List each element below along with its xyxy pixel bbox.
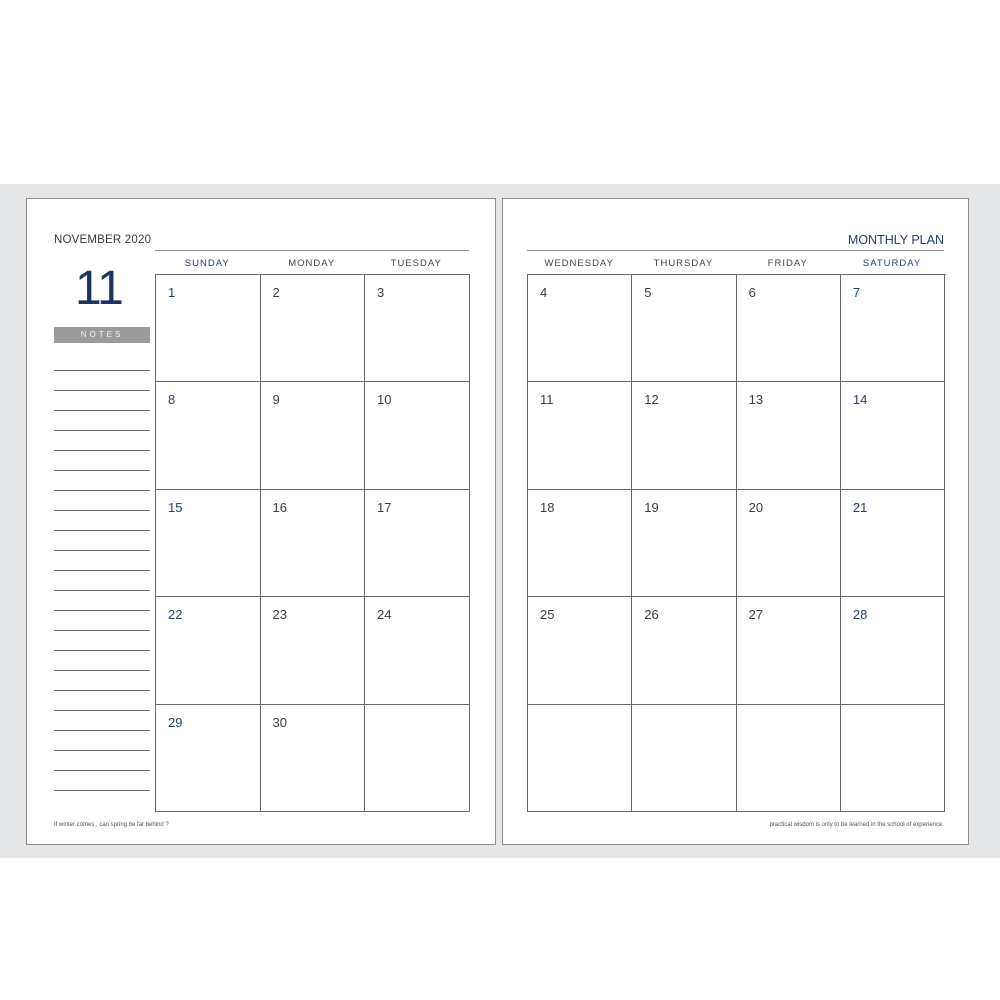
- weekday-label: MONDAY: [288, 258, 336, 269]
- day-cell[interactable]: [632, 490, 736, 597]
- right-planner-page: [502, 198, 969, 845]
- calendar-grid: [155, 274, 470, 812]
- day-cell[interactable]: [841, 597, 945, 704]
- day-cell[interactable]: [261, 490, 366, 597]
- day-cell[interactable]: [156, 597, 261, 704]
- note-line: [54, 470, 150, 471]
- note-line: [54, 670, 150, 671]
- day-number: 9: [272, 392, 280, 408]
- day-number: 22: [168, 607, 183, 623]
- note-line: [54, 550, 150, 551]
- day-cell[interactable]: [528, 705, 632, 812]
- note-line: [54, 730, 150, 731]
- weekday-label: FRIDAY: [767, 258, 808, 269]
- note-line: [54, 510, 150, 511]
- weekday-label: SUNDAY: [184, 258, 230, 269]
- day-cell[interactable]: [365, 275, 470, 382]
- note-line: [54, 370, 150, 371]
- day-number: 21: [852, 499, 868, 515]
- day-number: 23: [272, 607, 287, 623]
- day-number: 2: [272, 285, 280, 300]
- note-line: [54, 430, 150, 431]
- calendar-grid: [527, 274, 946, 812]
- note-line: [54, 410, 150, 411]
- day-cell[interactable]: [528, 275, 632, 382]
- day-number: 18: [540, 499, 555, 515]
- note-line: [54, 610, 150, 611]
- note-line: [54, 750, 150, 751]
- day-number: 27: [748, 607, 764, 623]
- day-cell[interactable]: [528, 597, 632, 704]
- day-number: 10: [377, 392, 392, 408]
- day-cell[interactable]: [365, 597, 470, 704]
- weekday-label: TUESDAY: [390, 258, 442, 269]
- footer-quote: practical wisdom is only to be learned in the school of experience.: [769, 822, 944, 828]
- day-cell[interactable]: [632, 275, 736, 382]
- day-number: 30: [272, 714, 287, 730]
- day-cell[interactable]: [156, 275, 261, 382]
- day-cell[interactable]: [841, 275, 945, 382]
- day-number: 24: [377, 607, 392, 623]
- month-number: 11: [75, 262, 123, 315]
- note-line: [54, 530, 150, 531]
- notes-label: NOTES: [54, 327, 150, 343]
- note-line: [54, 390, 150, 391]
- day-cell[interactable]: [841, 705, 945, 812]
- day-number: 4: [540, 285, 548, 300]
- day-number: 8: [168, 392, 176, 408]
- day-number: 17: [377, 499, 392, 515]
- day-cell[interactable]: [261, 705, 366, 812]
- day-cell[interactable]: [737, 275, 841, 382]
- note-line: [54, 770, 150, 771]
- weekday-label: THURSDAY: [653, 258, 714, 269]
- day-cell[interactable]: [528, 490, 632, 597]
- day-cell[interactable]: [632, 597, 736, 704]
- note-line: [54, 450, 150, 451]
- day-cell[interactable]: [365, 382, 470, 489]
- weekday-label: WEDNESDAY: [544, 258, 614, 269]
- day-cell[interactable]: [737, 382, 841, 489]
- day-cell[interactable]: [632, 382, 736, 489]
- header-rule: [155, 250, 469, 251]
- footer-quote: If winter comes , can spring be far behind ?: [54, 822, 169, 828]
- day-cell[interactable]: [156, 705, 261, 812]
- day-cell[interactable]: [737, 705, 841, 812]
- day-number: 15: [168, 499, 183, 515]
- day-number: 26: [644, 607, 659, 623]
- left-planner-page: [26, 198, 496, 845]
- day-number: 13: [748, 392, 764, 408]
- day-number: 25: [540, 607, 555, 623]
- note-line: [54, 790, 150, 791]
- day-number: 28: [852, 607, 868, 623]
- day-cell[interactable]: [261, 382, 366, 489]
- day-cell[interactable]: [632, 705, 736, 812]
- day-cell[interactable]: [841, 490, 945, 597]
- note-line: [54, 650, 150, 651]
- day-number: 5: [644, 285, 652, 300]
- day-number: 12: [644, 392, 659, 408]
- day-number: 14: [852, 392, 868, 408]
- day-cell[interactable]: [365, 490, 470, 597]
- day-cell[interactable]: [841, 382, 945, 489]
- day-number: 20: [748, 499, 764, 515]
- day-cell[interactable]: [365, 705, 470, 812]
- day-cell[interactable]: [528, 382, 632, 489]
- day-number: 16: [272, 499, 287, 515]
- day-number: 7: [852, 285, 861, 300]
- note-line: [54, 690, 150, 691]
- day-number: 19: [644, 499, 659, 515]
- note-line: [54, 710, 150, 711]
- day-cell[interactable]: [156, 490, 261, 597]
- day-number: 1: [168, 285, 176, 300]
- note-line: [54, 630, 150, 631]
- day-cell[interactable]: [737, 597, 841, 704]
- monthly-plan-title: MONTHLY PLAN: [847, 233, 944, 247]
- note-line: [54, 490, 150, 491]
- weekday-label: SATURDAY: [862, 258, 922, 269]
- day-number: 11: [540, 392, 554, 408]
- day-number: 6: [748, 285, 756, 300]
- day-number: 3: [377, 285, 385, 300]
- day-cell[interactable]: [737, 490, 841, 597]
- day-cell[interactable]: [261, 275, 366, 382]
- day-cell[interactable]: [156, 382, 261, 489]
- note-line: [54, 590, 150, 591]
- day-number: 29: [168, 714, 183, 730]
- header-rule: [527, 250, 944, 251]
- day-cell[interactable]: [261, 597, 366, 704]
- note-line: [54, 570, 150, 571]
- month-title: NOVEMBER 2020: [54, 234, 152, 246]
